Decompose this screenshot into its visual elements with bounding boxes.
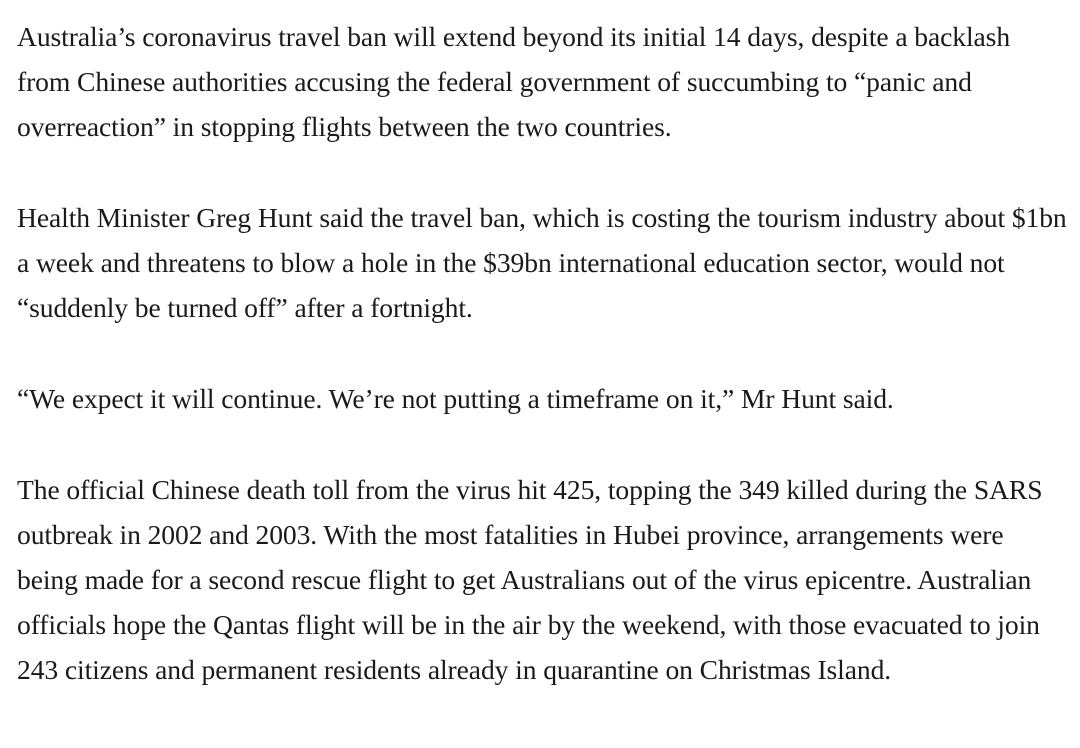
- article-paragraph-quote: “We expect it will continue. We’re not putting a timeframe on it,” Mr Hunt said.: [17, 383, 894, 414]
- article-body: [17, 14, 1067, 692]
- article-paragraph-travel-ban: Australia’s coronavirus travel ban will extend beyond its initial 14 days, despite a backlash from Chinese authorities accusing the federal government of succumbing to “panic and overreaction” in stopping flights between the two countries.: [17, 21, 1011, 142]
- article-paragraph-health-minister: Health Minister Greg Hunt said the travel ban, which is costing the tourism industry about $1bn a week and threatens to blow a hole in the $39bn international education sector, would not “suddenly be turned off” after a fortnight.: [17, 202, 1067, 323]
- article-paragraph-death-toll: The official Chinese death toll from the virus hit 425, topping the 349 killed during the SARS outbreak in 2002 and 2003. With the most fatalities in Hubei province, arrangements were being made for a second rescue flight to get Australians out of the virus epicentre. Australian officials hope the Qantas flight will be in the air by the weekend, with those evacuated to join 243 citizens and permanent residents already in quarantine on Christmas Island.: [17, 474, 1043, 685]
